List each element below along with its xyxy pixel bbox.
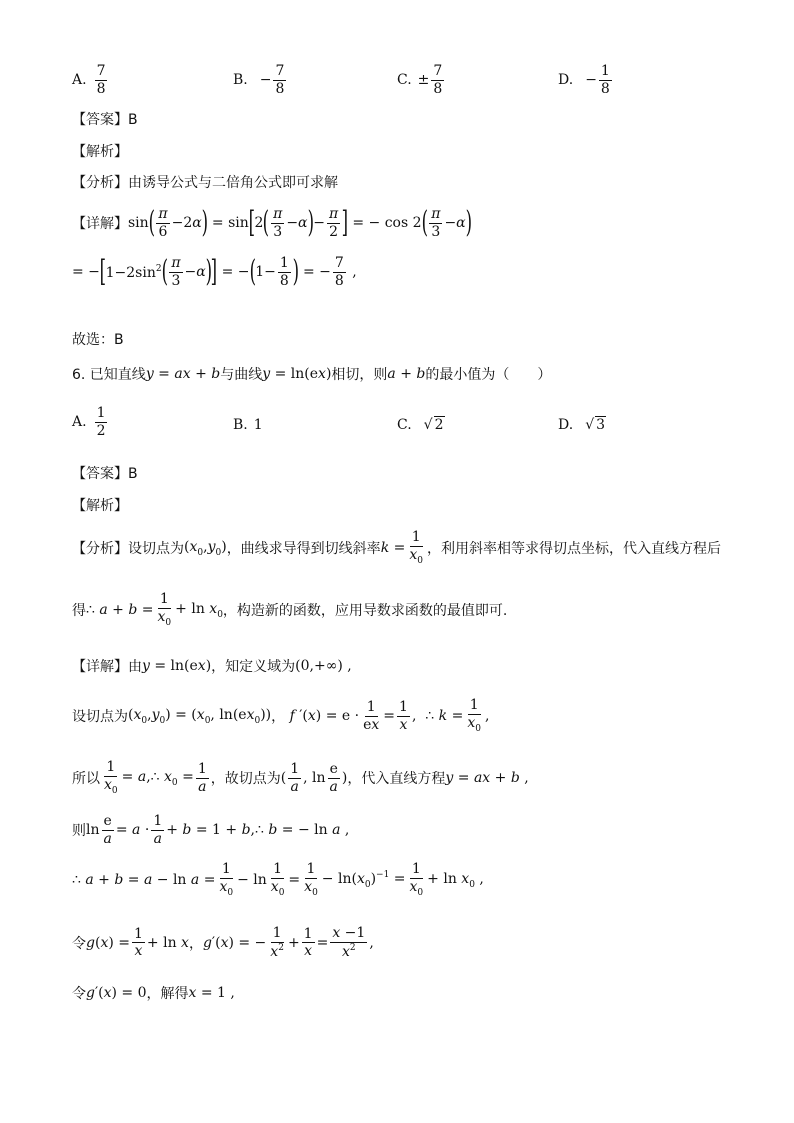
q5-analysis: 【分析】由诱导公式与二倍角公式即可求解: [72, 175, 338, 191]
q6-detail-line-1: 【详解】由 y = ln(ex) ，知定义域为 (0,+∞) ,: [72, 658, 352, 675]
q6-option-d: D. √ 3: [558, 416, 606, 433]
q6-option-a: A. 1 2: [72, 405, 106, 439]
option-label: C.: [397, 72, 412, 89]
q6-option-b: B. 1: [233, 417, 263, 433]
q5-analysis-header: 【解析】: [72, 144, 128, 160]
q6-detail-line-6: 令 g(x) = $\frac{1}{x}$ + ln x ， g′(x) = − $\frac{1}{x^2}$ + $\frac{1}{x}$ = $\frac{x -1}{x^2}$ ,: [72, 925, 374, 960]
q6-detail-line-2: 设切点为 $(x_0,y_0) = (x_0$, $\ln(ex_0)$) ， f ′(x) = e · $\frac{1}{ex}$ = $\frac{1}{x}$ , ∴ k = $\frac{1}{x_0}$ ,: [72, 697, 490, 734]
q6-stem: 6. 已知直线 y = ax + b 与曲线 y = ln(ex) 相切，则 a + b 的最小值为（ ）: [72, 366, 552, 383]
q5-detail-line-1: 【详解】 sin ( π 6 −2α ) = sin [ 2 ( π 3 −α ) − $\frac{\pi}{2}$ ] = − cos 2 ( π 3 −α ): [72, 205, 472, 241]
fraction: 7 8: [96, 63, 106, 97]
q6-answer: 【答案】B: [72, 466, 138, 482]
q5-option-d: D. − $\frac{1}{8}$: [558, 63, 610, 97]
q5-choose: 故选：B: [72, 332, 124, 348]
q5-answer: 【答案】B: [72, 112, 138, 128]
fraction: $\frac{1}{8}$: [600, 63, 610, 97]
q6-analysis-header: 【解析】: [72, 498, 128, 514]
q6-detail-line-4: 则 ln $\frac{e}{a}$ = a · 1 a + b = 1 + b,∴ b = − ln a ,: [72, 813, 350, 847]
q6-detail-line-7: 令 g′(x) = 0 ，解得 x = 1 ,: [72, 985, 235, 1002]
q6-analysis-line-2: 得 ∴ a + b = $\frac{1}{x_0}$ + $\ln x_0$ ，构造新的函数，应用导数求函数的最值即可.: [72, 591, 508, 628]
fraction: $\frac{7}{8}$: [433, 63, 443, 97]
option-label: B.: [233, 72, 248, 89]
q5-option-c: C. ± $\frac{7}{8}$: [397, 63, 443, 97]
q6-detail-line-3: 所以 $\frac{1}{x_0}$ = a,∴ $x_0$ = $\frac{1}{a}$ ，故切点为 ( 1 a , ln e a ) ，代入直线方程 y = ax + b ,: [72, 759, 529, 796]
option-label: A.: [72, 72, 87, 89]
q6-detail-line-5: ∴ a + b = a − ln a = $\frac{1}{x_0}$ − ln $\frac{1}{x_0}$ = $\frac{1}{x_0}$ − $\ln(x_0)^{-1}$ = $\frac{1}{x_0}$ + $\ln x_0$ ,: [72, 861, 484, 898]
q5-option-a: [72, 64, 109, 96]
q6-option-c: C. √ 2: [397, 416, 444, 433]
fraction: $\frac{7}{8}$: [275, 63, 285, 97]
option-label: D.: [558, 72, 574, 89]
q5-option-b: B. − $\frac{7}{8}$: [233, 63, 285, 97]
q6-analysis-line-1: 【分析】设切点为 $(x_0,y_0)$ ，曲线求导得到切线斜率 k = $\frac{1}{x_0}$ ，利用斜率相等求得切点坐标，代入直线方程后: [72, 529, 721, 566]
q5-detail-line-2: = − [ $1-2\sin^2$ ( π 3 −α ) ] = − ( 1− $\frac{1}{8}$ ) = − $\frac{7}{8}$ ,: [72, 254, 357, 290]
